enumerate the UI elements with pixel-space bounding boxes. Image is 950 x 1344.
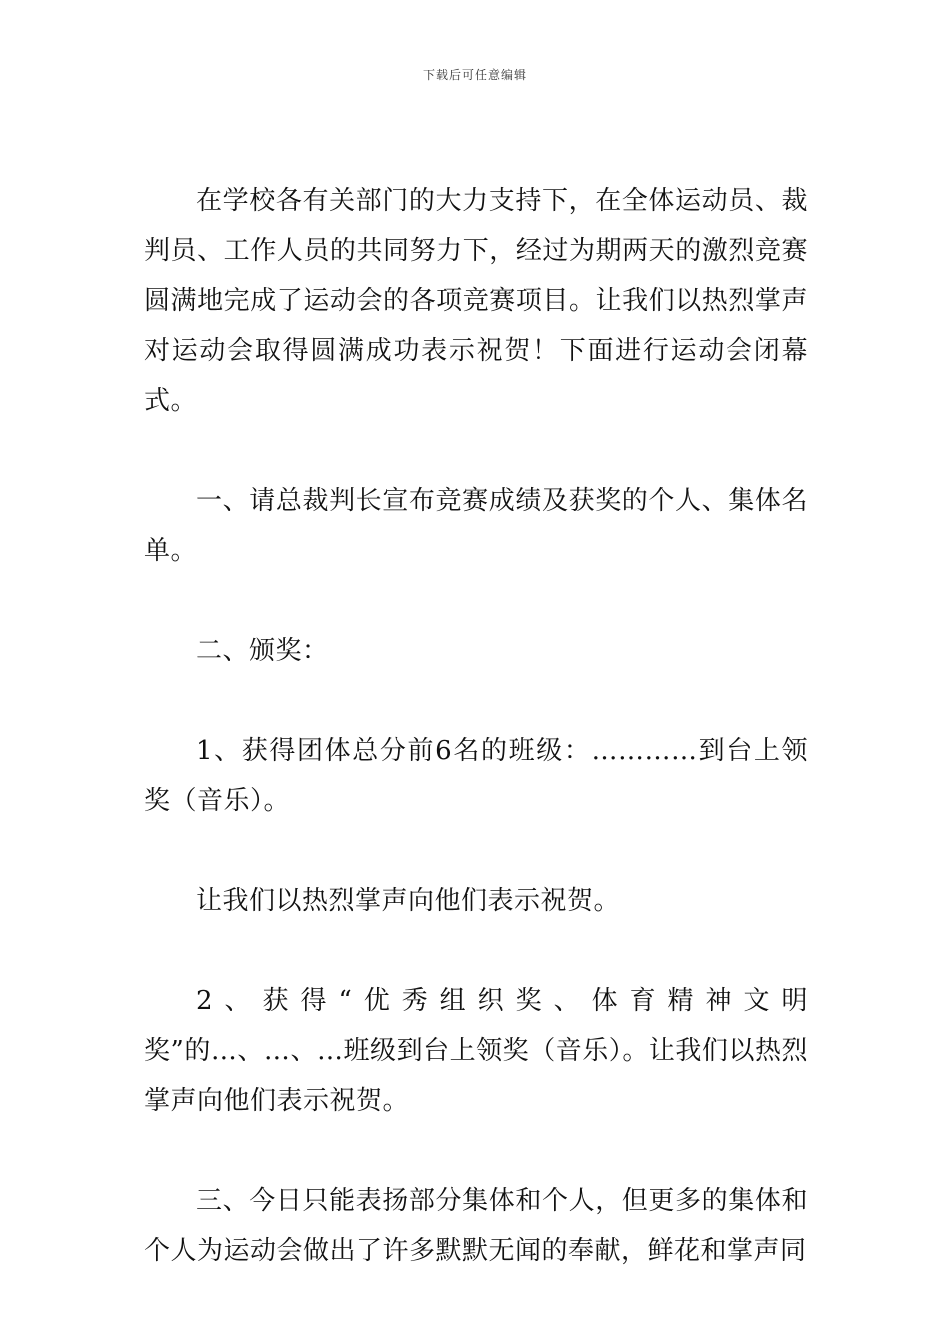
paragraph-award-1: 1、获得团体总分前6名的班级：…………到台上领奖（音乐）。	[144, 736, 808, 816]
paragraph-congrats: 让我们以热烈掌声向他们表示祝贺。	[196, 886, 621, 916]
paragraph-item-three: 三、今日只能表扬部分集体和个人，但更多的集体和个人为运动会做出了许多默默无闻的奉献，鲜花和掌声同	[144, 1186, 808, 1266]
document-body	[144, 176, 808, 1276]
paragraph-item-two-heading: 二、颁奖：	[196, 636, 329, 666]
page-header: 下载后可任意编辑	[422, 68, 527, 82]
paragraph-opening: 在学校各有关部门的大力支持下，在全体运动员、裁判员、工作人员的共同努力下，经过为期两天的激烈竞赛圆满地完成了运动会的各项竞赛项目。让我们以热烈掌声对运动会取得圆满成功表示祝贺！下面进行运动会闭幕式。	[144, 186, 808, 416]
paragraph-item-one: 一、请总裁判长宣布竞赛成绩及获奖的个人、集体名单。	[144, 486, 808, 566]
paragraph-award-2: 2、获得“优秀组织奖、体育精神文明奖”的…、…、…班级到台上领奖（音乐）。让我们以热烈掌声向他们表示祝贺。	[144, 986, 808, 1116]
